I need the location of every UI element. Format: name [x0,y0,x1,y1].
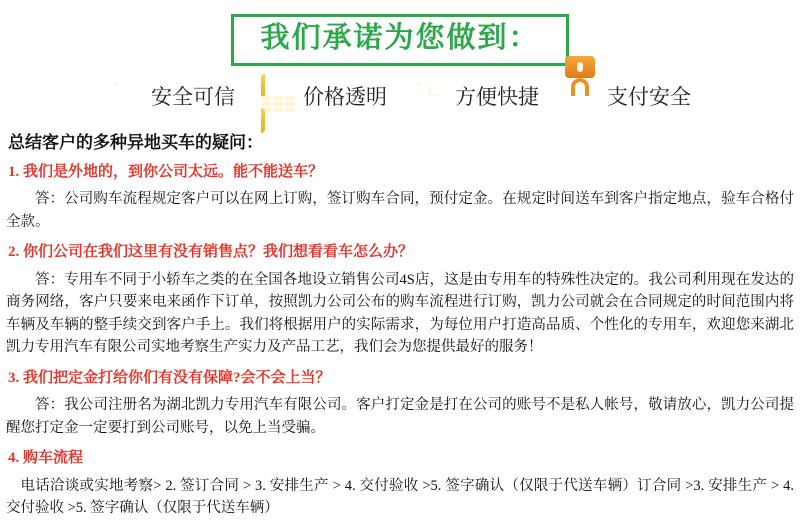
faq-answer-1: 答：公司购车流程规定客户可以在网上订购，签订购车合同，预付定金。在规定时间送车到客户指定地点，验车合格付全款。 [6,191,794,230]
shield-icon [109,78,143,114]
calculator-icon [261,78,295,114]
clock-icon [413,78,447,114]
faq-question-3: 3. 我们把定金打给你们有没有保障?会不会上当？ [8,369,331,386]
feature-label-safe: 安全可信 [151,84,235,109]
section-title: 总结客户的多种异地买车的疑问： [8,132,263,152]
banner-container [0,0,800,66]
purchase-flow-text: 电话洽谈或实地考察> 2. 签订合同 > 3. 安排生产 > 4. 交付验收 >5. 签字确认（仅限于代送车辆）订合同 >3. 安排生产 > 4. 交付验收 >5. 签字确认（仅限于代送车辆） [6,477,794,517]
promise-banner-title: 我们承诺为您做到： [231,14,568,66]
feature-item-convenient [413,78,539,114]
faq-question-2: 2. 你们公司在我们这里有没有销售点？我们想看看车怎么办？ [8,244,414,261]
purchase-flow-title: 4. 购车流程 [8,450,84,467]
feature-label-price: 价格透明 [303,84,387,109]
feature-item-safe [109,78,235,114]
faq-answer-3: 答：我公司注册名为湖北凯力专用汽车有限公司。客户打定金是打在公司的账号不是私人帐号，敬请放心，凯力公司提醒您打定金一定要打到公司账号，以免上当受骗。 [6,397,794,436]
feature-item-payment [565,78,691,114]
lock-icon [565,78,599,114]
feature-item-price [261,78,387,114]
feature-label-convenient: 方便快捷 [455,84,539,109]
faq-answer-2: 答：专用车不同于小轿车之类的在全国各地设立销售公司4S店，这是由专用车的特殊性决定的。我公司利用现在发达的商务网络，客户只要来电来函作下订单，按照凯力公司公布的购车流程进行订购，凯力公司就会在合同规定的时间范围内将车辆及车辆的整手续交到客户手上。我们将根据用户的实际需求，为每位用户打造高品质、个性化的专用车，欢迎您来湖北凯力专用汽车有限公司实地考察生产实力及产品工艺，我们会为您提供最好的服务！ [6,271,794,356]
faq-content [0,114,800,520]
faq-question-1: 1. 我们是外地的，到你公司太远。能不能送车？ [8,163,324,180]
feature-row [0,78,800,114]
feature-label-payment: 支付安全 [607,84,691,109]
